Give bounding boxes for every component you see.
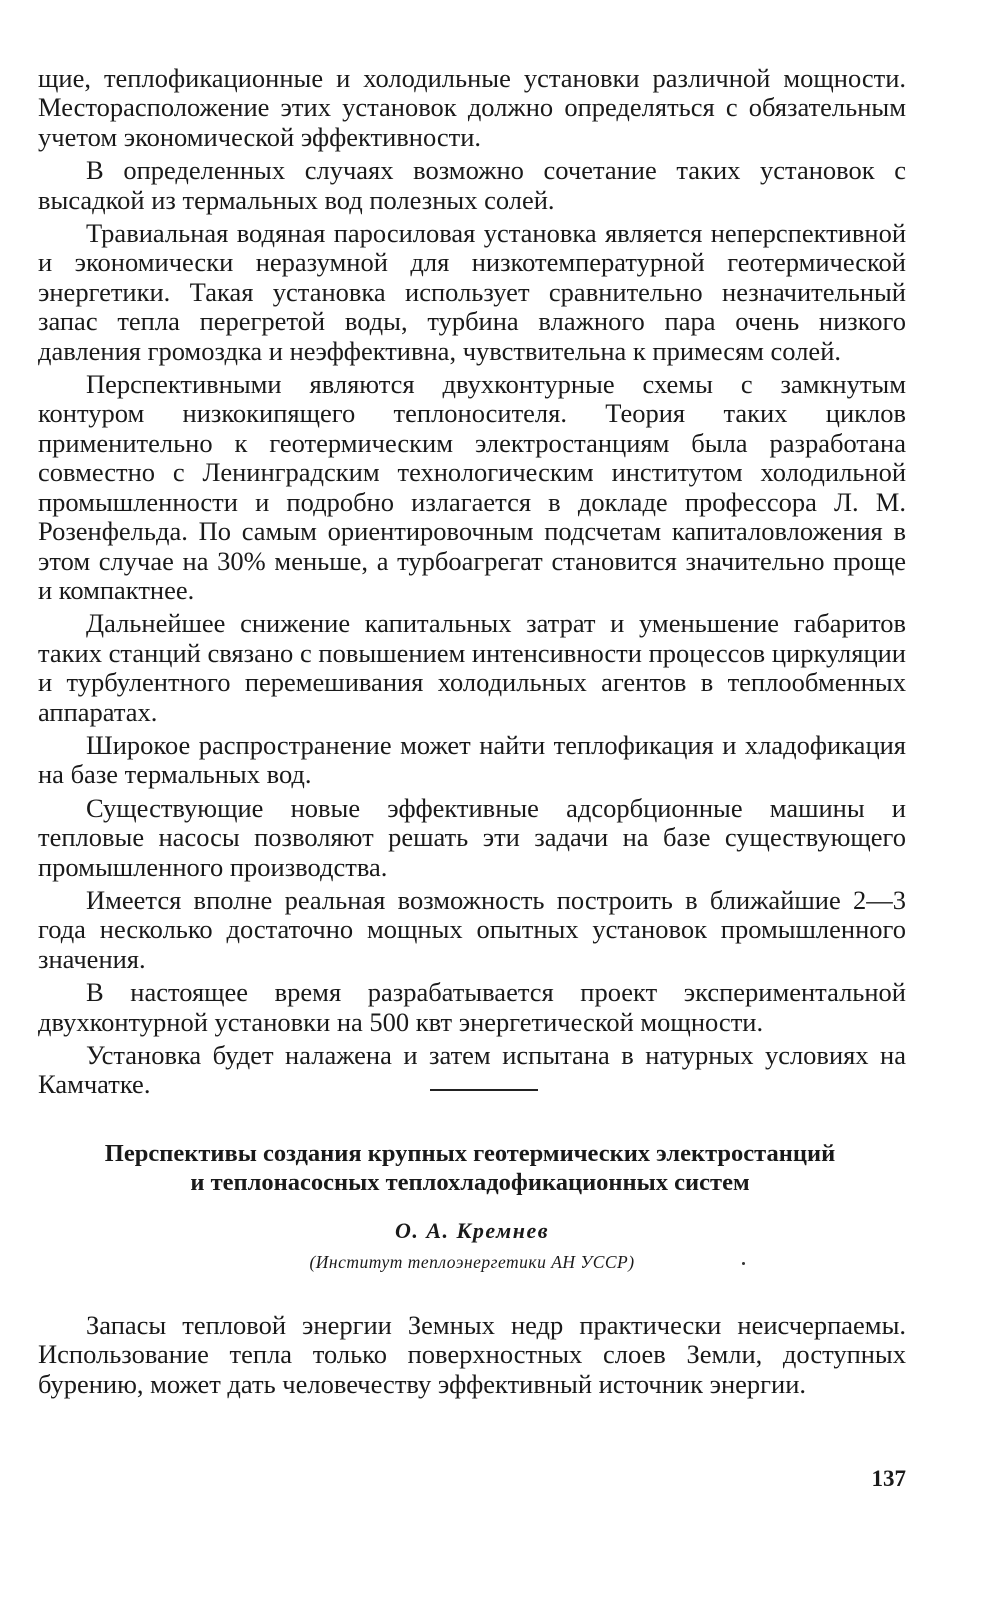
article-author: О. А. Кремнев bbox=[394, 1218, 550, 1243]
article-title-line-2: и теплонасосных теплохладофикационных систем bbox=[190, 1169, 750, 1196]
section-divider bbox=[430, 1089, 538, 1091]
paragraph-10: Установка будет налажена и затем испытана в натурных условиях на Камчатке. bbox=[38, 1040, 906, 1100]
article-body bbox=[38, 1311, 906, 1403]
paragraph-6: Широкое распространение может найти теплофикация и хладофикация на базе термальных вод. bbox=[38, 729, 906, 790]
print-speck bbox=[742, 1262, 745, 1265]
paragraph-8: Имеется вполне реальная возможность построить в ближайшие 2—3 года несколько достаточно мощных опытных установок промышленного значения. bbox=[38, 884, 906, 974]
paragraph-4: Перспективными являются двухконтурные схемы с замкнутым контуром низкокипящего теплоносителя. Теория таких циклов применительно к геотермическим электростанциям была разработана совместно с Ленинградским технологическим институтом холодильной промышленности и подробно излагается в докладе профессора Л. М. Розенфельда. По самым ориентировочным подсчетам капиталовложения в этом случае на 30% меньше, а турбоагрегат становится значительно проще и компактнее. bbox=[38, 369, 906, 605]
article-title-line-1: Перспективы создания крупных геотермических электростанций bbox=[104, 1140, 836, 1167]
article-title bbox=[30, 1139, 910, 1197]
paragraph-2: В определенных случаях возможно сочетание таких установок с высадкой из термальных вод полезных солей. bbox=[38, 155, 906, 215]
paragraph-9: В настоящее время разрабатывается проект экспериментальной двухконтурной установки на 500 квт энергетической мощности. bbox=[38, 977, 906, 1037]
previous-article-text bbox=[38, 64, 906, 1104]
author-affiliation: (Институт теплоэнергетики АН УССР) bbox=[309, 1252, 635, 1272]
paragraph-7: Существующие новые эффективные адсорбционные машины и тепловые насосы позволяют решать эти задачи на базе существующего промышленного производства. bbox=[38, 792, 906, 882]
paragraph-5: Дальнейшее снижение капитальных затрат и уменьшение габаритов таких станций связано с повышением интенсивности процессов циркуляции и турбулентного перемешивания холодильных агентов в теплообменных аппаратах. bbox=[38, 608, 906, 727]
page-number: 137 bbox=[871, 1466, 906, 1491]
paragraph-3: Травиальная водяная паросиловая установка является неперспективной и экономически неразумной для низкотемпературной геотермической энергетики. Такая установка использует сравнительно незначительный запас тепла перегретой воды, турбина влажного пара очень низкого давления громоздка и неэффективна, чувствительна к примесям солей. bbox=[38, 218, 906, 366]
article-paragraph-1: Запасы тепловой энергии Земных недр практически неисчерпаемы. Использование тепла только поверхностных слоев Земли, доступных бурению, может дать человечеству эффективный источник энергии. bbox=[38, 1310, 906, 1399]
paragraph-1: щие, теплофикационные и холодильные установки различной мощности. Месторасположение этих установок должно определяться с обязательным учетом экономической эффективности. bbox=[38, 63, 906, 152]
